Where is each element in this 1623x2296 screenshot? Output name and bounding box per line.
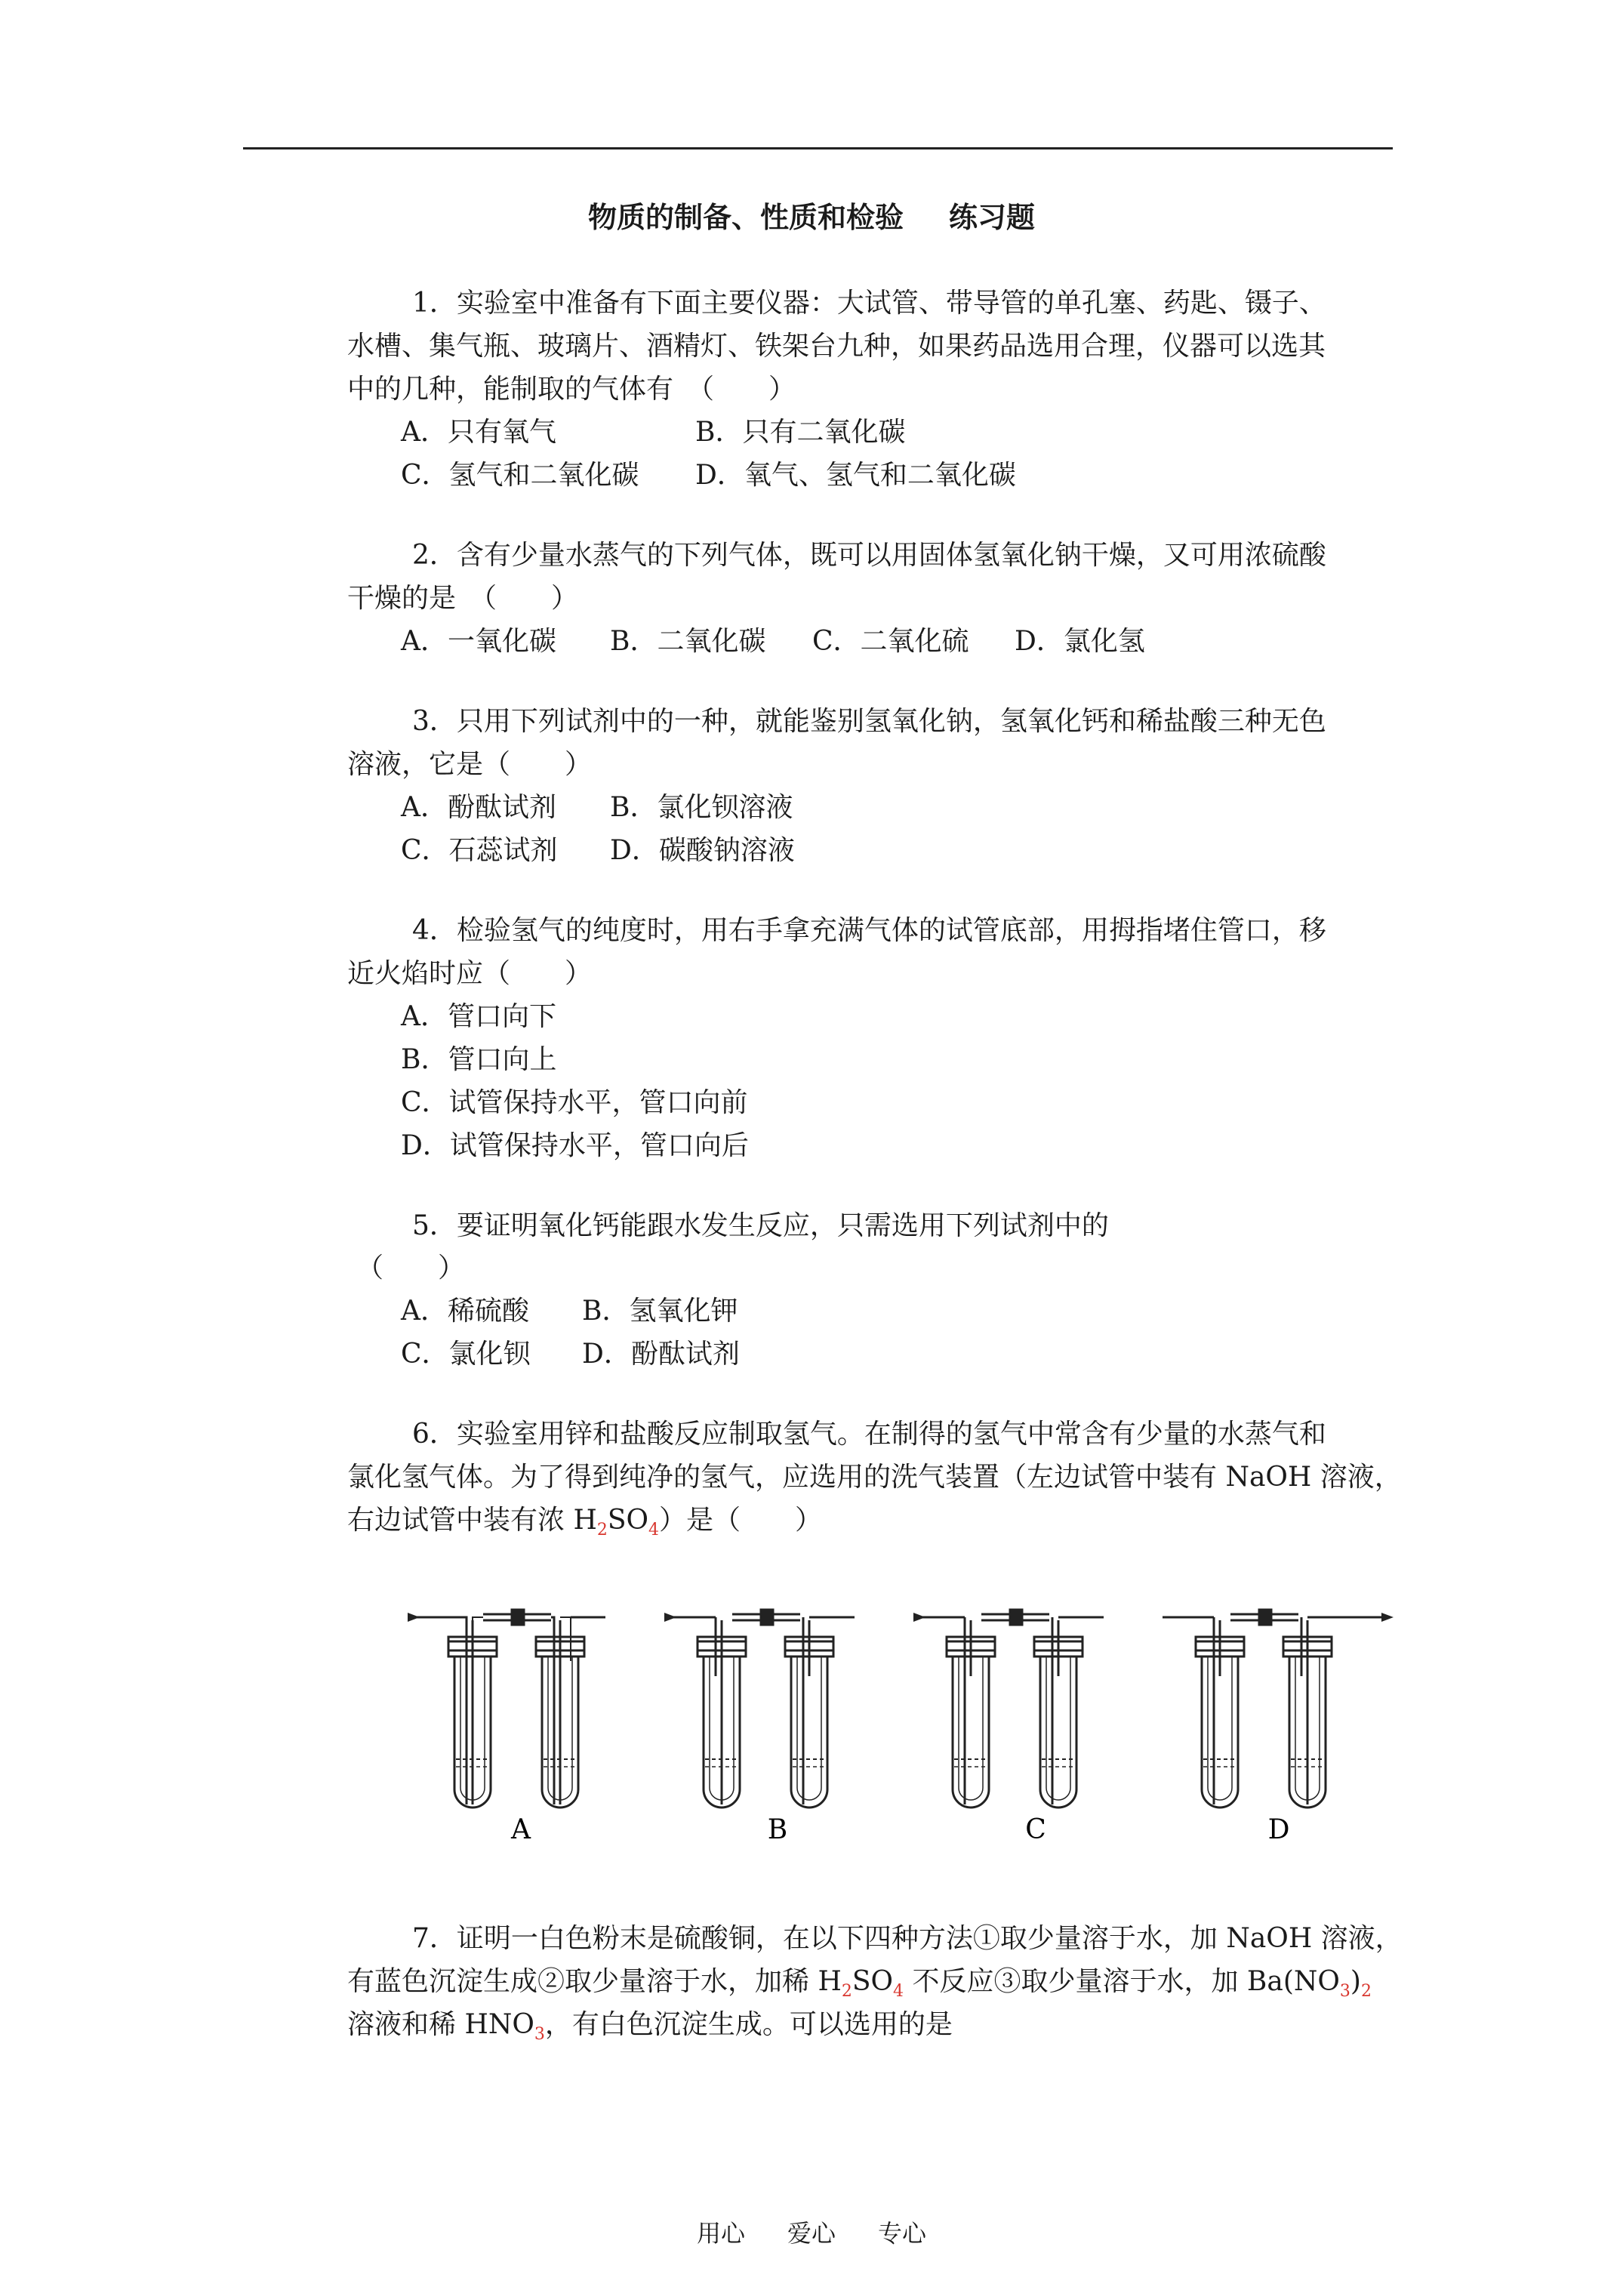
q1-option-c: C．氢气和二氧化碳 [401, 460, 639, 491]
gas-washing-diagram [408, 1578, 1404, 1850]
apparatus-a [408, 1610, 605, 1808]
title-main: 物质的制备、性质和检验 [587, 200, 904, 234]
q5-option-b: B．氢氧化钾 [582, 1296, 738, 1327]
q5-option-d: D．酚酞试剂 [582, 1339, 740, 1370]
q4-line-2: 近火焰时应（ ） [347, 958, 593, 989]
title-sub: 练习题 [949, 200, 1036, 234]
q6-line-2: 氯化氢气体。为了得到纯净的氢气，应选用的洗气装置（左边试管中装有 NaOH 溶液， [347, 1462, 1402, 1493]
q4-line-1: 4．检验氢气的纯度时，用右手拿充满气体的试管底部，用拇指堵住管口，移 [412, 915, 1326, 946]
q3-line-2: 溶液，它是（ ） [347, 749, 593, 780]
q5-line-2: （ ） [356, 1253, 466, 1284]
q3-option-d: D．碳酸钠溶液 [610, 835, 795, 866]
q3-option-a: A．酚酞试剂 [401, 792, 556, 823]
q2-line-2: 干燥的是 （ ） [347, 583, 579, 614]
q3-option-c: C．石蕊试剂 [401, 835, 558, 866]
q7-line-1: 7．证明一白色粉末是硫酸铜，在以下四种方法①取少量溶于水，加 NaOH 溶液， [412, 1923, 1403, 1954]
q2-option-c: C．二氧化硫 [812, 626, 969, 657]
apparatus-c [913, 1610, 1104, 1808]
q6-line-1: 6．实验室用锌和盐酸反应制取氢气。在制得的氢气中常含有少量的水蒸气和 [412, 1419, 1326, 1450]
q2-option-a: A．一氧化碳 [401, 626, 556, 657]
header-rule [243, 147, 1393, 149]
apparatus-label-a: A [511, 1814, 531, 1845]
q2-option-b: B．二氧化碳 [610, 626, 766, 657]
apparatus-label-d: D [1267, 1814, 1290, 1845]
q5-line-1: 5．要证明氧化钙能跟水发生反应，只需选用下列试剂中的 [412, 1210, 1109, 1241]
apparatus-label-b: B [767, 1814, 788, 1845]
q7-line-2: 有蓝色沉淀生成②取少量溶于水，加稀 $H_2SO_4$ 不反应③取少量溶于水，加 $Ba(NO_3)_2$ [347, 1966, 1372, 2001]
q7-line-3: 溶液和稀 $HNO_3$，有白色沉淀生成。可以选用的是 [347, 2009, 953, 2044]
q1-line-3: 中的几种，能制取的气体有 （ ） [347, 374, 796, 405]
q2-option-d: D．氯化氢 [1015, 626, 1145, 657]
q3-option-b: B．氯化钡溶液 [610, 792, 793, 823]
q4-option-d: D．试管保持水平，管口向后 [401, 1130, 749, 1161]
q1-line-1: 1．实验室中准备有下面主要仪器：大试管、带导管的单孔塞、药匙、镊子、 [412, 288, 1326, 319]
apparatus-b [664, 1610, 855, 1808]
q3-line-1: 3．只用下列试剂中的一种，就能鉴别氢氧化钠，氢氧化钙和稀盐酸三种无色 [412, 706, 1326, 737]
q4-option-c: C．试管保持水平，管口向前 [401, 1087, 748, 1118]
q1-option-d: D．氧气、氢气和二氧化碳 [695, 460, 1016, 491]
page-footer: 用心 爱心 专心 [696, 2219, 927, 2248]
q5-option-c: C．氯化钡 [401, 1339, 531, 1370]
q4-option-b: B．管口向上 [401, 1044, 557, 1075]
page-title [0, 202, 1623, 233]
q4-option-a: A．管口向下 [401, 1001, 556, 1032]
q1-option-b: B．只有二氧化碳 [695, 417, 906, 448]
apparatus-label-c: C [1025, 1814, 1046, 1845]
q1-line-2: 水槽、集气瓶、玻璃片、酒精灯、铁架台九种，如果药品选用合理，仪器可以选其 [347, 331, 1326, 362]
q6-line-3: 右边试管中装有浓 $H_2SO_4$）是（ ） [347, 1505, 823, 1539]
apparatus-d [1163, 1610, 1394, 1808]
q1-option-a: A．只有氧气 [401, 417, 556, 448]
q2-line-1: 2．含有少量水蒸气的下列气体，既可以用固体氢氧化钠干燥，又可用浓硫酸 [412, 540, 1326, 571]
q5-option-a: A．稀硫酸 [401, 1296, 529, 1327]
